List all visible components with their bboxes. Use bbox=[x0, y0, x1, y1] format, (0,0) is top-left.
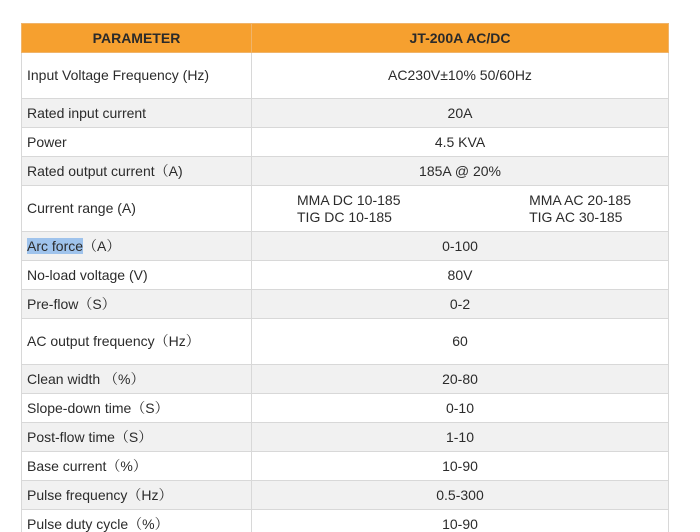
table-row bbox=[22, 423, 669, 452]
table-row bbox=[22, 128, 669, 157]
table-row bbox=[22, 157, 669, 186]
row-label: Post-flow time（S） bbox=[22, 423, 252, 452]
row-label: Input Voltage Frequency (Hz) bbox=[22, 53, 252, 99]
row-label: Pre-flow（S） bbox=[22, 290, 252, 319]
current-range-ac bbox=[529, 192, 631, 226]
row-label-unit: （A） bbox=[83, 237, 121, 254]
row-label: AC output frequency（Hz） bbox=[22, 319, 252, 365]
row-value: 10-90 bbox=[252, 510, 669, 532]
row-label: Clean width （%） bbox=[22, 365, 252, 394]
row-value: 1-10 bbox=[252, 423, 669, 452]
row-value: 0-100 bbox=[252, 232, 669, 261]
row-value: 60 bbox=[252, 319, 669, 365]
table-row bbox=[22, 319, 669, 365]
row-value: AC230V±10% 50/60Hz bbox=[252, 53, 669, 99]
row-value: 0-2 bbox=[252, 290, 669, 319]
row-value: 185A @ 20% bbox=[252, 157, 669, 186]
table-row bbox=[22, 481, 669, 510]
table-header-row bbox=[22, 24, 669, 53]
table-row bbox=[22, 53, 669, 99]
table-row bbox=[22, 290, 669, 319]
row-value: 4.5 KVA bbox=[252, 128, 669, 157]
header-parameter: PARAMETER bbox=[22, 24, 252, 53]
row-label: Power bbox=[22, 128, 252, 157]
table-row bbox=[22, 99, 669, 128]
table-row bbox=[22, 510, 669, 532]
table-row bbox=[22, 452, 669, 481]
row-value: 20-80 bbox=[252, 365, 669, 394]
spec-table bbox=[21, 23, 669, 532]
range-mma-dc: MMA DC 10-185 bbox=[297, 191, 401, 208]
row-label bbox=[22, 232, 252, 261]
table-row bbox=[22, 394, 669, 423]
row-value: 0.5-300 bbox=[252, 481, 669, 510]
header-model: JT-200A AC/DC bbox=[252, 24, 669, 53]
current-range-dc bbox=[297, 192, 400, 226]
row-value: 0-10 bbox=[252, 394, 669, 423]
range-mma-ac: MMA AC 20-185 bbox=[529, 191, 631, 208]
row-value: 20A bbox=[252, 99, 669, 128]
row-label: Rated input current bbox=[22, 99, 252, 128]
selected-text-highlight[interactable]: Arc force bbox=[27, 237, 84, 254]
row-label: Base current（%） bbox=[22, 452, 252, 481]
row-value: 80V bbox=[252, 261, 669, 290]
row-label: Pulse duty cycle（%） bbox=[22, 510, 252, 532]
row-label: Pulse frequency（Hz） bbox=[22, 481, 252, 510]
table-row bbox=[22, 232, 669, 261]
row-label: No-load voltage (V) bbox=[22, 261, 252, 290]
table-row bbox=[22, 186, 669, 232]
table-row bbox=[22, 365, 669, 394]
row-value-split bbox=[252, 186, 669, 232]
table-row bbox=[22, 261, 669, 290]
row-value: 10-90 bbox=[252, 452, 669, 481]
range-tig-ac: TIG AC 30-185 bbox=[529, 208, 623, 225]
row-label: Slope-down time（S） bbox=[22, 394, 252, 423]
row-label: Current range (A) bbox=[22, 186, 252, 232]
range-tig-dc: TIG DC 10-185 bbox=[297, 208, 392, 225]
row-label: Rated output current（A) bbox=[22, 157, 252, 186]
